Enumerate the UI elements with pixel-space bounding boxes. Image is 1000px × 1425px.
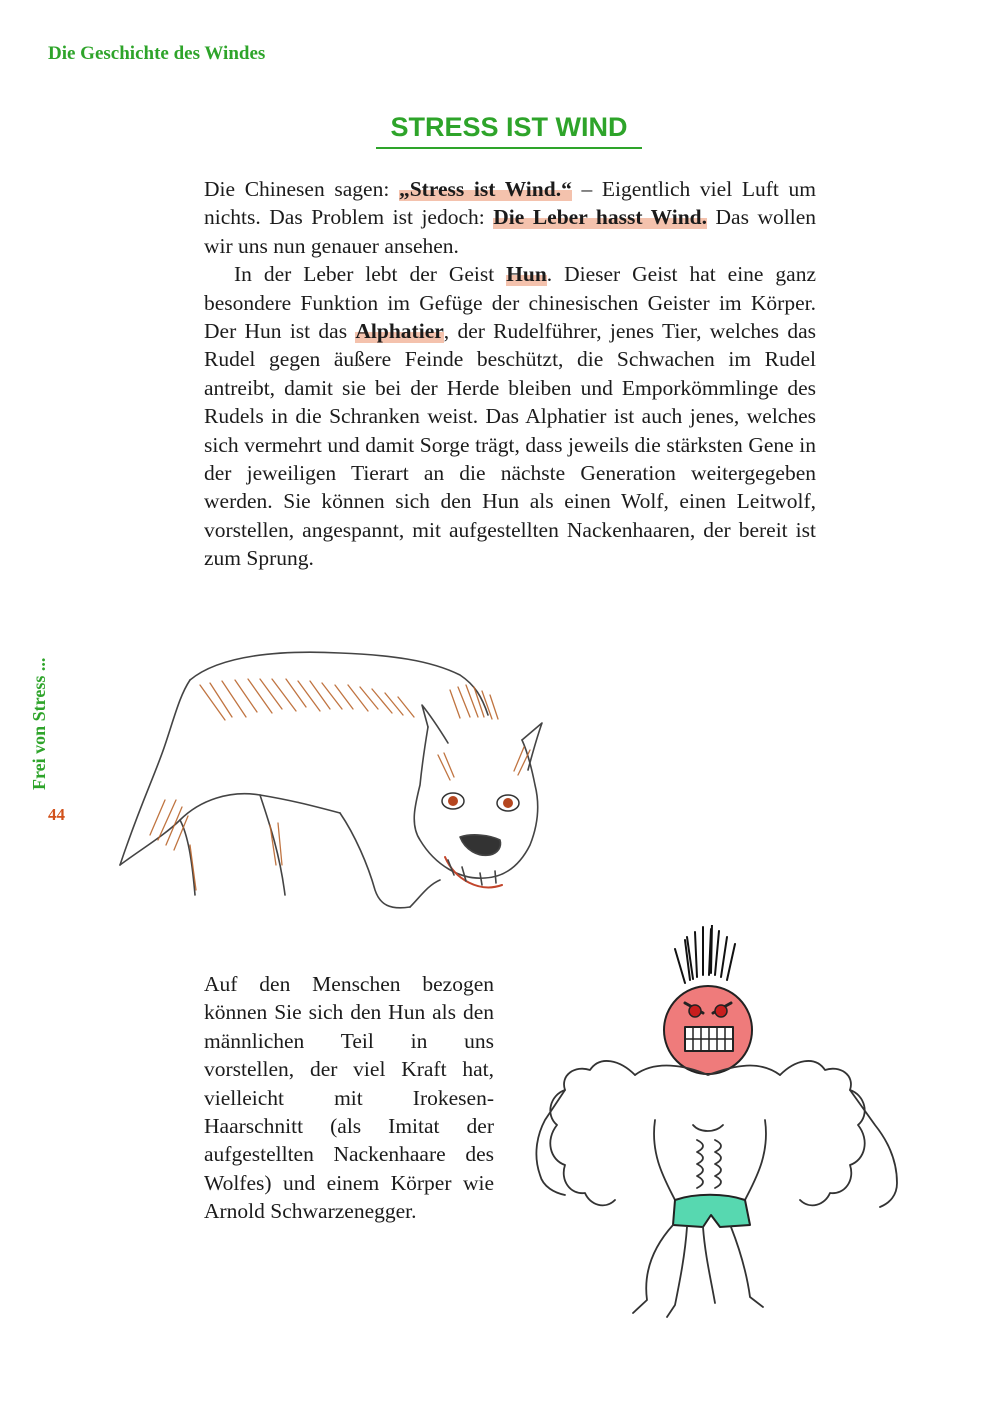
p1-text-1: Die Chinesen sagen: bbox=[204, 177, 399, 201]
p1-text-2: – Eigentlich viel Luft um nichts. Das Problem ist jedoch: bbox=[204, 177, 816, 230]
wolf-drawing bbox=[110, 635, 570, 935]
p1-text-3: Das wollen wir uns nun genauer ansehen. bbox=[204, 205, 817, 258]
body-text bbox=[204, 175, 816, 573]
side-text bbox=[204, 970, 494, 1226]
p1-highlight-1: „Stress ist Wind.“ bbox=[398, 177, 572, 201]
p1-highlight-2: Die Leber hasst Wind. bbox=[493, 205, 707, 230]
muscleman-drawing bbox=[525, 925, 925, 1325]
body bbox=[536, 1061, 897, 1207]
p2-highlight-2: Alphatier bbox=[355, 319, 444, 344]
shorts bbox=[673, 1195, 750, 1227]
paragraph-1 bbox=[204, 175, 816, 260]
mohawk bbox=[675, 925, 735, 983]
running-head: Die Geschichte des Windes bbox=[48, 43, 266, 64]
p2-text-1: In der Leber lebt der Geist bbox=[234, 262, 507, 287]
p2-text-2: . Dieser Geist hat eine ganz besondere Funktion im Gefüge der chinesischen Geister im Körper. Der Hun ist das bbox=[204, 262, 816, 344]
paragraph-2 bbox=[204, 260, 816, 572]
wolf-eyes bbox=[442, 793, 519, 811]
paragraph-3: Auf den Menschen bezogen können Sie sich den Hun als den männlichen Teil in uns vorstellen, der viel Kraft hat, vielleicht mit Irokesen-Haarschnitt (als Imitat der aufgestellten Nackenhaare des Wolfes) und einem Körper wie Arnold Schwarzenegger. bbox=[204, 972, 494, 1224]
legs bbox=[633, 1225, 763, 1317]
section-heading: STRESS IST WIND bbox=[376, 112, 642, 149]
side-title: Frei von Stress ... bbox=[29, 657, 49, 790]
p2-highlight-1: Hun bbox=[506, 262, 547, 287]
p2-text-3: , der Rudelführer, jenes Tier, welches das Rudel gegen äußere Feinde beschützt, die Schwachen im Rudel antreibt, damit sie bei der Herde bleiben und Emporkömmlinge des Rudels in die Schranken weist. Das Alphatier ist auch jenes, welches sich vermehrt und damit Sorge trägt, dass jeweils die stärksten Gene in der jeweiligen Tierart an die nächste Generation weitergegeben werden. Sie können sich den Hun als einen Wolf, einen Leitwolf, vorstellen, angespannt, mit aufgestellten Nackenhaaren, der bereit ist zum Sprung. bbox=[204, 319, 816, 571]
head bbox=[664, 986, 752, 1074]
page-number: 44 bbox=[48, 805, 65, 824]
